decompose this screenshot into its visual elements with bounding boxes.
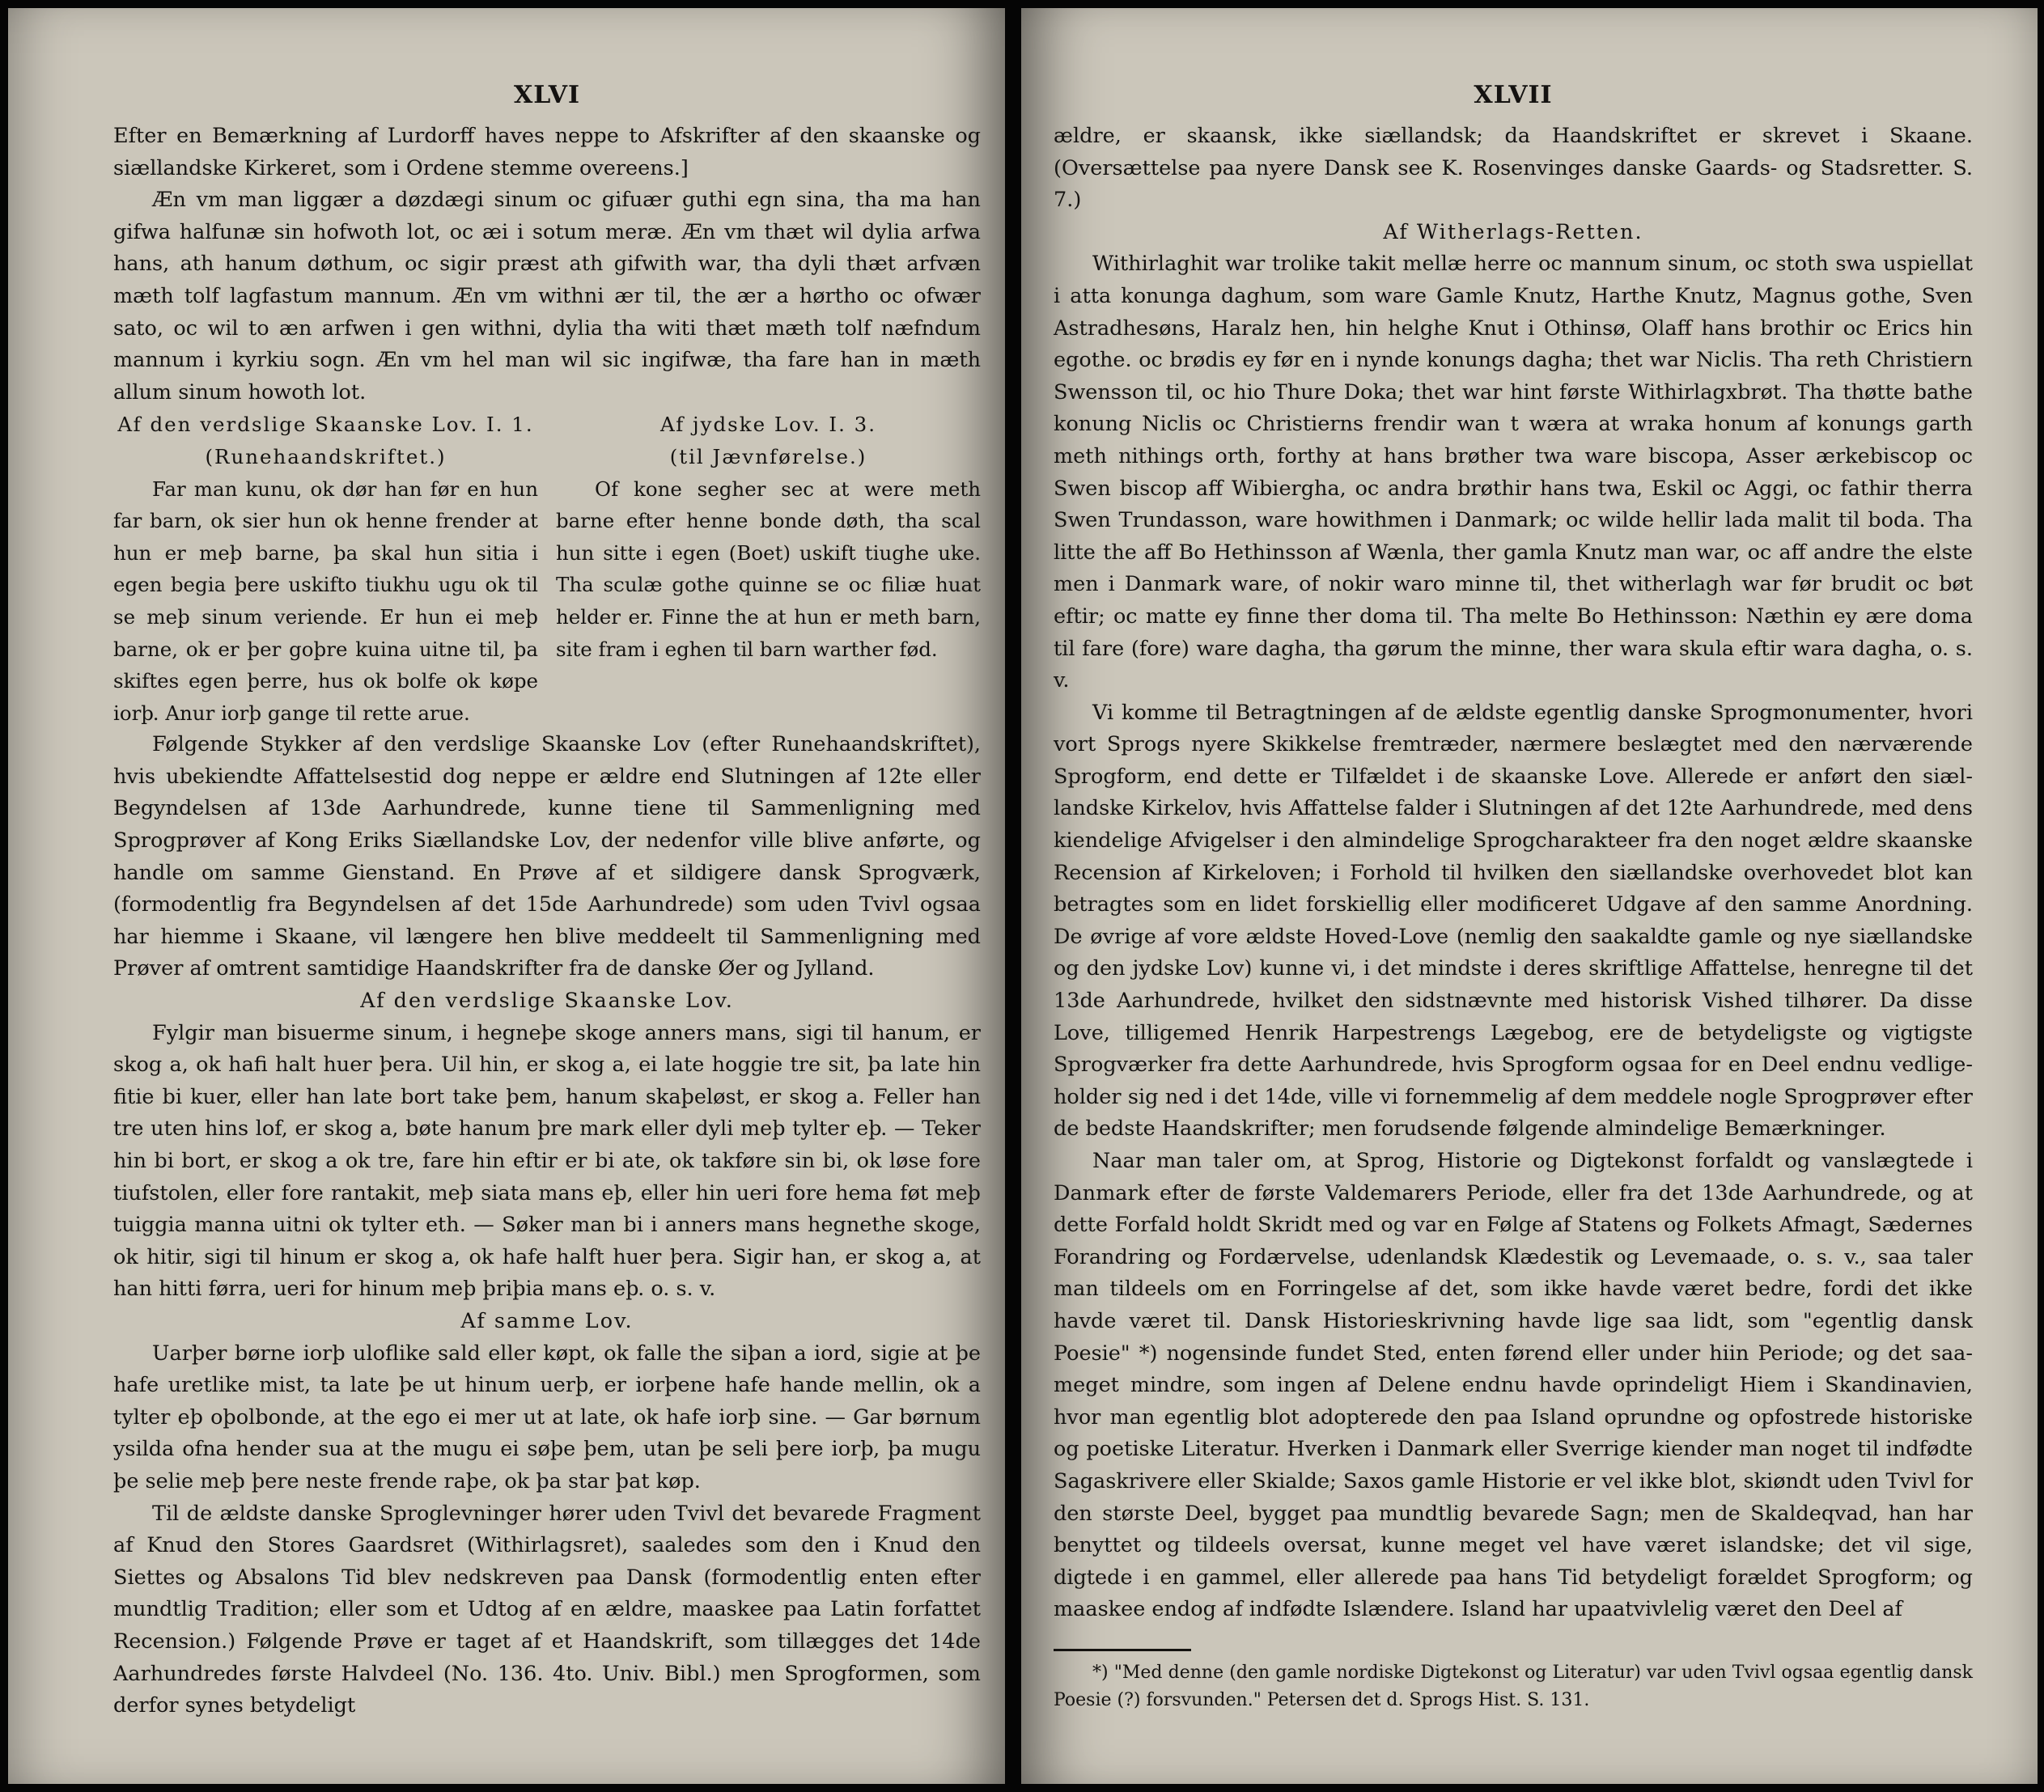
column-heading: Af den verdslige Skaanske Lov. I. 1. (117, 413, 534, 437)
parallel-columns (113, 409, 981, 729)
section-heading: Af den verdslige Skaanske Lov. (360, 989, 734, 1014)
paragraph: Fylgir man bisuerme sinum, i hegneþe skoge anners mans, sigi til hanum, er skog a, ok hafi halt huer þera. Uil hin, er skog a, ei late hoggie tre sit, þa late hin fitie bi kuer, eller han late bort take þem, hanum skaþeløst, er skog a. Feller han tre uten hins lof, er skog a, bøte hanum þre mark eller dyli meþ tylter eþ. — Teker hin bi bort, er skog a ok tre, fare hin eftir er bi ate, ok takføre sin bi, ok løse fore tiufstolen, eller fore rantakit, meþ siata mans eþ, eller hin ueri fore hema føt meþ tuiggia manna uitni ok tylter eth. — Søker man bi i anners mans hegnethe skoge, ok hitir, sigi til hinum er skog a, ok hafe halft huer þera. Sigir han, er skog a, at han hitti førra, ueri for hinum meþ þriþia mans eþ. o. s. v. (113, 1020, 981, 1302)
paragraph: ældre, er skaansk, ikke siællandsk; da Haandskriftet er skrevet i Skaane. (Oversættelse paa nyere Dansk see K. Rosenvinges danske Gaards- og Stadsretter. S. 7.) (1054, 124, 1973, 213)
paragraph: Withirlaghit war trolike takit mellæ herre oc mannum sinum, oc stoth swa uspiellat i atta konunga daghum, som ware Gamle Knutz, Harthe Knutz, Magnus gothe, Sven Astradhesøns, Haralz hen, hin helghe Knut i Othinsø, Olaff hans brothir oc Erics hin egothe. oc brødis ey før en i nynde konungs dagha; thet war Niclis. Tha reth Christiern Swensson til, oc hio Thure Doka; thet war hint første Withirlagxbrøt. Tha thøtte bathe konung Niclis oc Christierns frendir wan t wæra at wraka honum af konungs garth meth nithings orth, forthy at hans brøther twa ware biscopa, Asser ærkebiscop oc Swen biscop aff Wibiergha, oc andra brøthir hans twa, Eskil oc Aggi, oc fathir therra Swen Trundasson, ware howithmen i Danmark; oc wilde hellir lada malit til boda. Tha litte the aff Bo Hethinsson af Wænla, ther gamla Knutz man war, oc aff andre the elste men i Danmark ware, of nokir waro minne til, thet witherlagh war før brudit oc bøt eftir; oc matte ey finne ther doma til. Tha melte Bo Hethinsson: Næthin ey ære doma til fare (fore) ware dagha, tha gørum the minne, ther wara skula eftir wara dagha, o. s. v. (1054, 252, 1973, 693)
column-text: Far man kunu, ok dør han før en hun far barn, ok sier hun ok henne frender at hun er meþ barne, þa skal hun sitia i egen begia þere uskifto tiukhu ugu ok til se meþ sinum veriende. Er hun ei meþ barne, ok er þer goþre kuina uitne til, þa skiftes egen þerre, hus ok bolfe ok køpe iorþ. Anur iorþ gange til rette arue. (113, 477, 538, 725)
column-subheading: (Runehaandskriftet.) (205, 444, 447, 468)
section-heading: Af Witherlags-Retten. (1383, 219, 1643, 244)
paragraph: Æn vm man liggær a døzdægi sinum oc gifuær guthi egn sina, tha ma han gifwa halfunæ sin hofwoth lot, oc æi i sotum meræ. Æn vm thæt wil dylia arfwa hans, ath hanum døthum, oc sigir præst ath gifwith war, tha dyli thæt arfvæn mæth tolf lagfastum mannum. Æn vm withni ær til, the ær a hørtho oc ofwær sato, oc wil to æn arfwen i gen withni, dylia tha witi thæt mæth tolf næfndum mannum i kyrkiu sogn. Æn vm hel man wil sic ingifwæ, tha fare han in mæth allum sinum howoth lot. (113, 188, 981, 405)
right-page (1021, 8, 2038, 1784)
section-heading: Af samme Lov. (460, 1308, 634, 1333)
column-heading: Af jydske Lov. I. 3. (659, 413, 877, 437)
footnote-rule (1054, 1649, 1191, 1651)
column-skaanske (113, 409, 538, 729)
paragraph: Vi komme til Betragtningen af de ældste egentlig danske Sprogmonumenter, hvori vort Sprogs nyere Skikkelse fremtræder, nærmere beslægtet med den nærværende Sprogform, end dette er Tilfældet i de skaanske Love. Allerede er anført den siællandske Kirkelov, hvis Affattelse falder i Slutningen af det 12te Aarhundrede, med dens kiendelige Afvigelser i den almindelige Sprogcharakteer fra den noget ældre skaanske Recension af Kirkeloven; i Forhold til hvilken den siællandske overhovedet blot kan betragtes som en lidet forskiellig eller modificeret Udgave af den samme Anordning. De øvrige af vore ældste Hoved-Love (nemlig den saakaldte gamle og nye siællandske og den jydske Lov) kunne vi, i det mindste i deres skriftlige Affattelse, henregne til det 13de Aarhundrede, hvilket den sidstnævnte med historisk Vished tilhører. Da disse Love, tilligemed Henrik Harpestrengs Lægebog, ere de betydeligste og vigtigste Sprogværker fra dette Aarhundrede, hvis Sprogform ogsaa for en Deel endnu vedligeholder sig ned i det 14de, ville vi fornemmelig af dem meddele nogle Sprogprøver efter de bedste Haandskrifter; men forudsende følgende almindelige Bemærkninger. (1054, 700, 1973, 1142)
left-page (8, 8, 1005, 1784)
paragraph: Naar man taler om, at Sprog, Historie og Digtekonst forfaldt og vanslægtede i Danmark efter de første Valdemarers Periode, eller fra det 13de Aarhundrede, og at dette Forfald holdt Skridt med og var en Følge af Statens og Folkets Afmagt, Sædernes Forandring og Fordærvelse, udenlandsk Klædestik og Levemaade, o. s. v., saa taler man tildeels om en Forringelse af det, som ikke havde været bedre, fordi det ikke havde været til. Dansk Historieskrivning havde lige saa lidt, som "egentlig dansk Poesie" *) nogensinde fundet Sted, enten førend eller under hiin Periode; og det saameget mindre, som ingen af Delene endnu havde oprindeligt Hiem i Skandinavien, hvor man egentlig blot adopterede den paa Island oprundne og opfostrede historiske og poetiske Literatur. Hverken i Danmark eller Sverrige kiender man noget til indfødte Sagaskrivere eller Skialde; Saxos gamle Historie er vel ikke blot, skiøndt uden Tvivl for den største Deel, bygget paa mundtlig bevarede Sagn; men de Skaldeqvad, han har benyttet og tildeels oversat, kunne meget vel have været islandske; det vil sige, digtede i en gammel, eller allerede paa hans Tid betydeligt forældet Sprogform; og maaskee endog af indfødte Islændere. Island har upaatvivlelig været den Deel af (1054, 1149, 1973, 1622)
page-number: XLVII (1474, 81, 1553, 109)
paragraph: Følgende Stykker af den verdslige Skaanske Lov (efter Runehaandskriftet), hvis ubekiendte Affattelsestid dog neppe er ældre end Slutningen af 12te eller Begyndelsen af 13de Aarhundrede, kunne tiene til Sammenligning med Sprogprøver af Kong Eriks Siællandske Lov, der nedenfor ville blive anførte, og handle om samme Gienstand. En Prøve af et sildigere dansk Sprogværk, (formodentlig fra Begyndelsen af det 15de Aarhundrede) som uden Tvivl ogsaa har hiemme i Skaane, vil længere hen blive meddeelt til Sammenligning med Prøver af omtrent samtidige Haandskrifter fra de danske Øer og Jylland. (113, 732, 981, 981)
column-subheading: (til Jævnførelse.) (669, 444, 867, 468)
paragraph: Efter en Bemærkning af Lurdorff haves neppe to Afskrifter af den skaanske og siællandske Kirkeret, som i Ordene stemme overeens.] (113, 124, 981, 180)
column-jydske (556, 409, 981, 729)
column-text: Of kone segher sec at were meth barne efter henne bonde døth, tha scal hun sitte i egen (Boet) uskift tiughe uke. Tha sculæ gothe quinne se oc filiæ huat helder er. Finne the at hun er meth barn, site fram i eghen til barn warther fød. (556, 477, 981, 661)
page-number: XLVI (513, 81, 581, 109)
footnote: *) "Med denne (den gamle nordiske Digtekonst og Literatur) var uden Tvivl ogsaa egentlig dansk Poesie (?) forsvunden." Petersen det d. Sprogs Hist. S. 131. (1054, 1662, 1973, 1710)
paragraph: Til de ældste danske Sproglevninger hører uden Tvivl det bevarede Fragment af Knud den Stores Gaardsret (Withirlagsret), saaledes som den i Knud den Siettes og Absalons Tid blev nedskreven paa Dansk (formodentlig enten efter mundtlig Tradition; eller som et Udtog af en ældre, maaskee paa Latin forfattet Recension.) Følgende Prøve er taget af et Haandskrift, som tillægges det 14de Aarhundredes første Halvdeel (No. 136. 4to. Univ. Bibl.) men Sprogformen, som derfor synes betydeligt (113, 1501, 981, 1718)
paragraph: Uarþer børne iorþ uloflike sald eller køpt, ok falle the siþan a iord, sigie at þe hafe uretlike mist, ta late þe ut hinum uerþ, er iorþene hafe hande mellin, ok a tylter eþ oþolbonde, at the ego ei mer ut at late, ok hafe iorþ sine. — Gar børnum ysilda ofna hender sua at the mugu ei søþe þem, utan þe seli þere iorþ, þa mugu þe selie meþ þere neste frende raþe, ok þa star þat køp. (113, 1341, 981, 1493)
